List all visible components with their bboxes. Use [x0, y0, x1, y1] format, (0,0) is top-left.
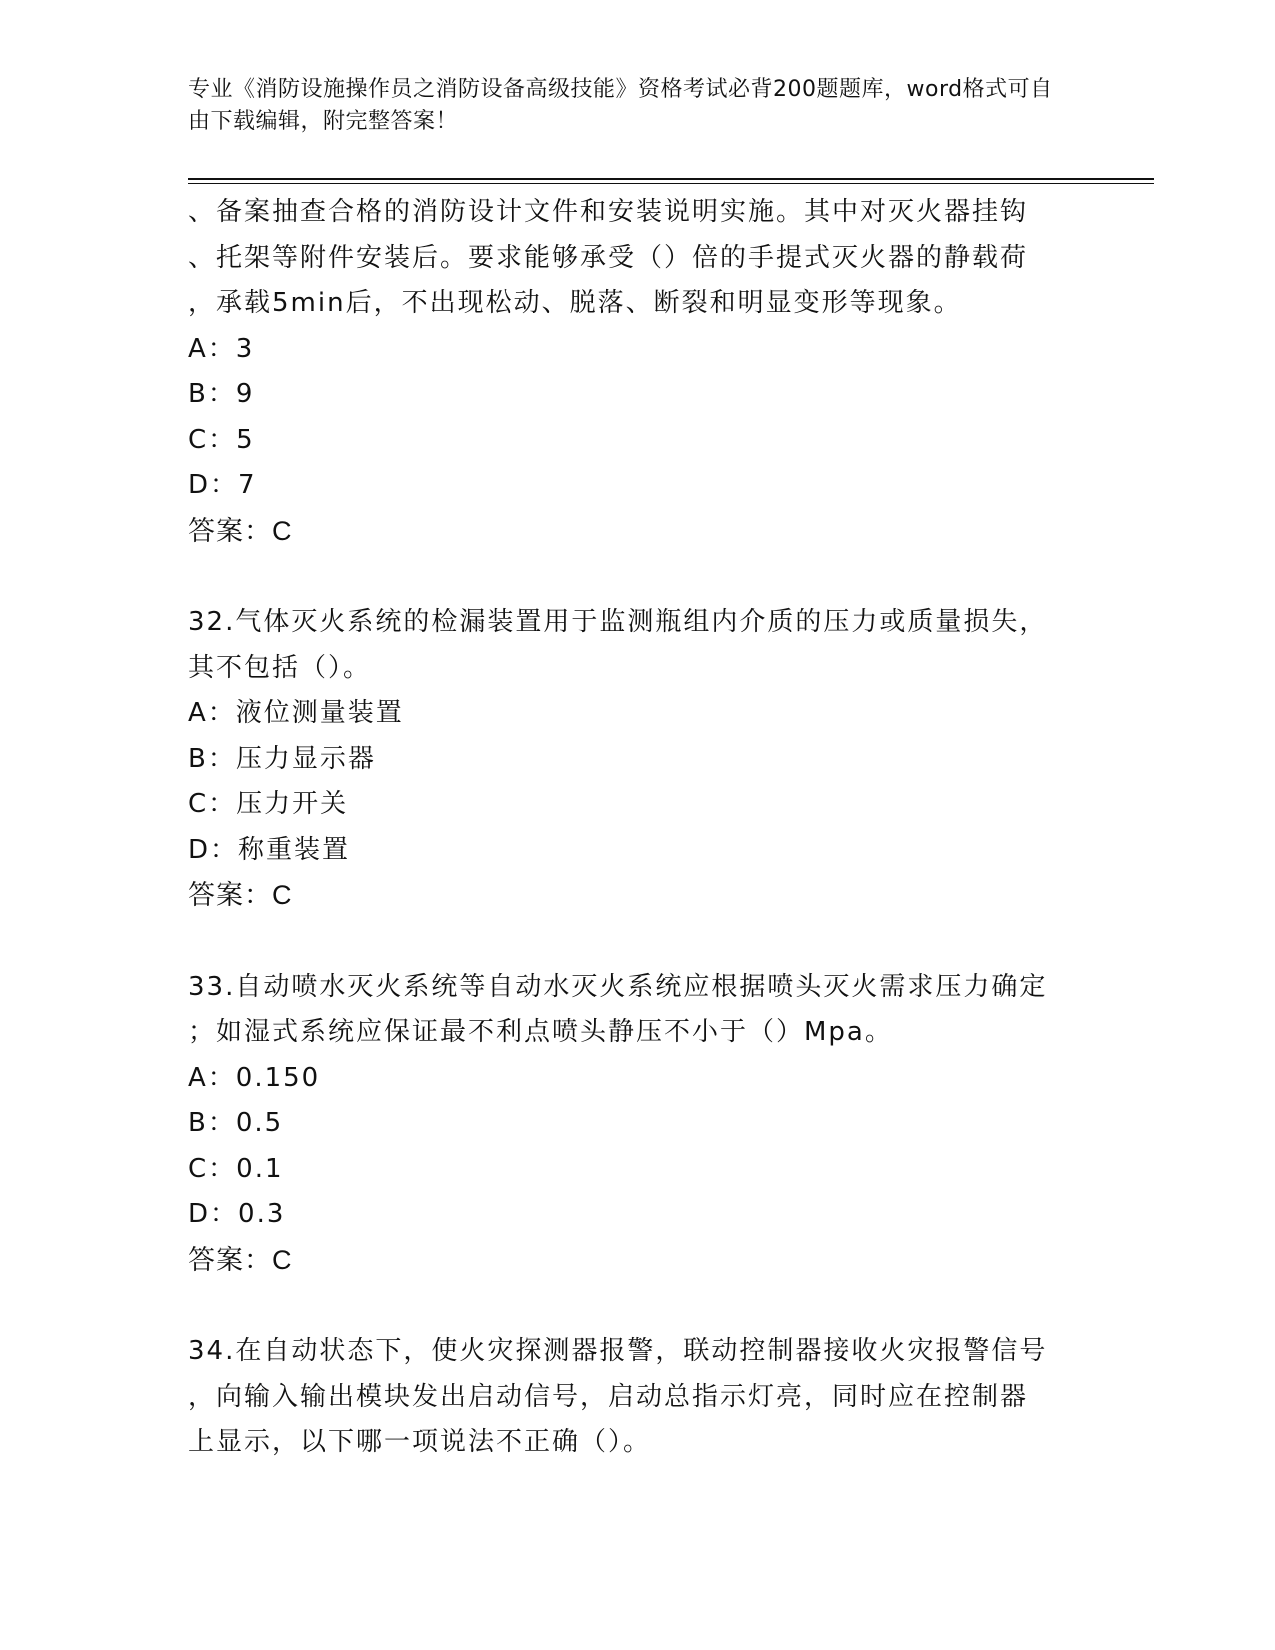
option-c: C：5	[188, 424, 255, 455]
question-text-line: 其不包括（）。	[188, 652, 372, 683]
option-d: D：7	[188, 470, 257, 500]
question-31-continued	[188, 190, 1088, 554]
question-33	[188, 965, 1088, 1284]
option-b: B：9	[188, 379, 255, 409]
option-a: A：液位测量装置	[188, 698, 404, 728]
question-32	[188, 600, 1088, 919]
option-a: A：3	[188, 333, 255, 364]
question-gap	[188, 554, 1088, 600]
option-b: B：0.5	[188, 1108, 284, 1138]
header-rule-thin	[188, 183, 1154, 184]
option-c: C：压力开关	[188, 789, 349, 819]
document-body	[188, 190, 1088, 1466]
answer-line: 答案：C	[188, 880, 293, 910]
question-34	[188, 1329, 1088, 1466]
question-text-line: ，向输入输出模块发出启动信号，启动总指示灯亮，同时应在控制器	[188, 1381, 1029, 1412]
question-text-line: 上显示，以下哪一项说法不正确（）。	[188, 1427, 652, 1457]
answer-line: 答案：C	[188, 1244, 293, 1275]
question-text-line: 32.气体灭火系统的检漏装置用于监测瓶组内介质的压力或质量损失，	[188, 607, 1048, 637]
option-d: D：称重装置	[188, 834, 351, 865]
question-text-line: 、托架等附件安装后。要求能够承受（）倍的手提式灭火器的静载荷	[188, 242, 1029, 273]
option-b: B：压力显示器	[188, 743, 376, 774]
question-text-line: 、备案抽查合格的消防设计文件和安装说明实施。其中对灭火器挂钩	[188, 197, 1029, 227]
answer-line: 答案：C	[188, 515, 293, 546]
question-text-line: 33.自动喷水灭火系统等自动水灭火系统应根据喷头灭火需求压力确定	[188, 971, 1048, 1002]
question-gap	[188, 1283, 1088, 1329]
document-header: 专业《消防设施操作员之消防设备高级技能》资格考试必背200题题库，word格式可自由下载编辑，附完整答案！	[188, 77, 1053, 134]
option-a: A：0.150	[188, 1062, 321, 1093]
header-rule-thick	[188, 178, 1154, 180]
question-text-line: ，承载5min后，不出现松动、脱落、断裂和明显变形等现象。	[188, 288, 962, 318]
option-c: C：0.1	[188, 1153, 284, 1184]
question-text-line: 34.在自动状态下，使火灾探测器报警，联动控制器接收火灾报警信号	[188, 1336, 1048, 1366]
question-gap	[188, 919, 1088, 965]
option-d: D：0.3	[188, 1199, 286, 1229]
question-text-line: ；如湿式系统应保证最不利点喷头静压不小于（）Mpa。	[188, 1017, 893, 1047]
